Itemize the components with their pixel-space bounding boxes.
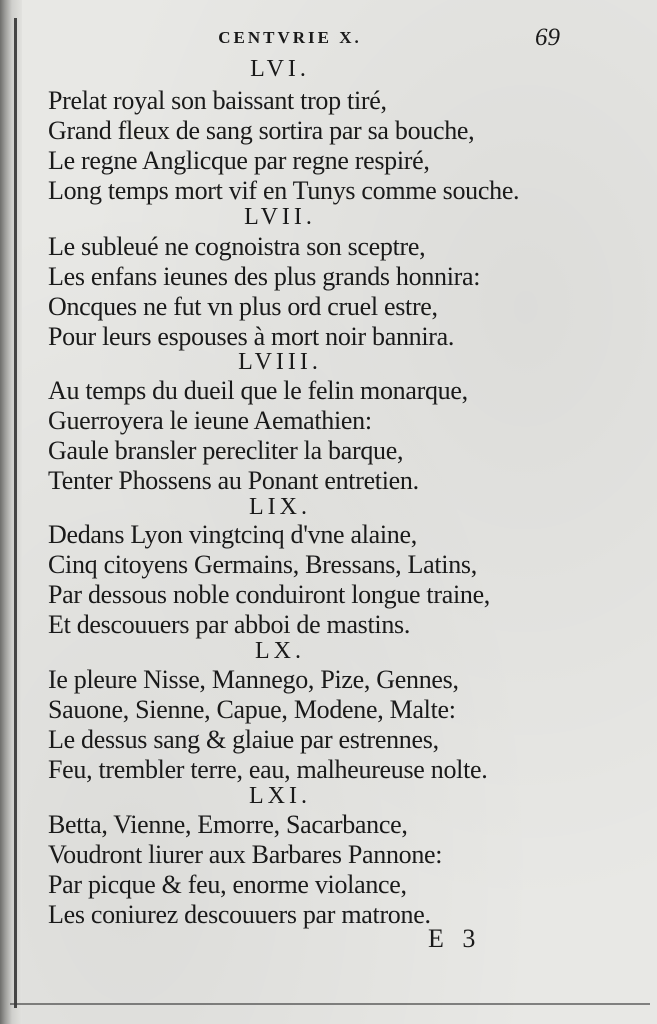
verse-line: Oncques ne fut vn plus ord cruel estre,	[48, 292, 438, 321]
verse-line: Les enfans ieunes des plus grands honnira:	[48, 262, 481, 291]
verse-line: Guerroyera le ieune Aemathien:	[48, 406, 372, 435]
verse-line: Ie pleure Nisse, Mannego, Pize, Gennes,	[48, 665, 459, 694]
verse-line: Le subleué ne cognoistra son sceptre,	[48, 232, 426, 261]
verse-line: Gaule bransler perecliter la barque,	[48, 436, 404, 465]
verse-line: Par dessous noble conduiront longue traine,	[48, 580, 491, 609]
bottom-border-rule	[10, 1003, 650, 1005]
quatrain-numeral: LVIII.	[238, 349, 322, 375]
verse-line: Et descouuers par abboi de mastins.	[48, 610, 411, 639]
verse-line: Dedans Lyon vingtcinq d'vne alaine,	[48, 520, 417, 549]
quatrain-numeral: LVII.	[244, 204, 316, 230]
verse-line: Le dessus sang & glaiue par estrennes,	[48, 725, 439, 754]
verse-line: Au temps du dueil que le felin monarque,	[48, 376, 468, 405]
quatrain-numeral: LVI.	[250, 56, 310, 82]
quatrain-numeral: LX.	[255, 638, 305, 664]
verse-line: Long temps mort vif en Tunys comme souche.	[48, 176, 520, 205]
verse-line: Sauone, Sienne, Capue, Modene, Malte:	[48, 695, 456, 724]
verse-line: Le regne Anglicque par regne respiré,	[48, 146, 430, 175]
verse-line: Betta, Vienne, Emorre, Sacarbance,	[48, 810, 408, 839]
verse-line: Les coniurez descouuers par matrone.	[48, 900, 431, 929]
quatrain-numeral: LIX.	[249, 494, 311, 520]
verse-line: Cinq citoyens Germains, Bressans, Latins,	[48, 550, 477, 579]
page-number: 69	[535, 24, 560, 51]
signature-mark: E 3	[428, 924, 482, 953]
quatrain-numeral: LXI.	[249, 783, 311, 809]
verse-line: Grand fleux de sang sortira par sa bouche,	[48, 116, 475, 145]
verse-line: Pour leurs espouses à mort noir bannira.	[48, 322, 455, 351]
verse-line: Prelat royal son baissant trop tiré,	[48, 86, 387, 115]
running-title: CENTVRIE X.	[218, 28, 362, 47]
verse-line: Tenter Phossens au Ponant entretien.	[48, 466, 419, 495]
verse-line: Par picque & feu, enorme violance,	[48, 870, 407, 899]
verse-line: Feu, trembler terre, eau, malheureuse nolte.	[48, 755, 488, 784]
verse-line: Voudront liurer aux Barbares Pannone:	[48, 840, 443, 869]
